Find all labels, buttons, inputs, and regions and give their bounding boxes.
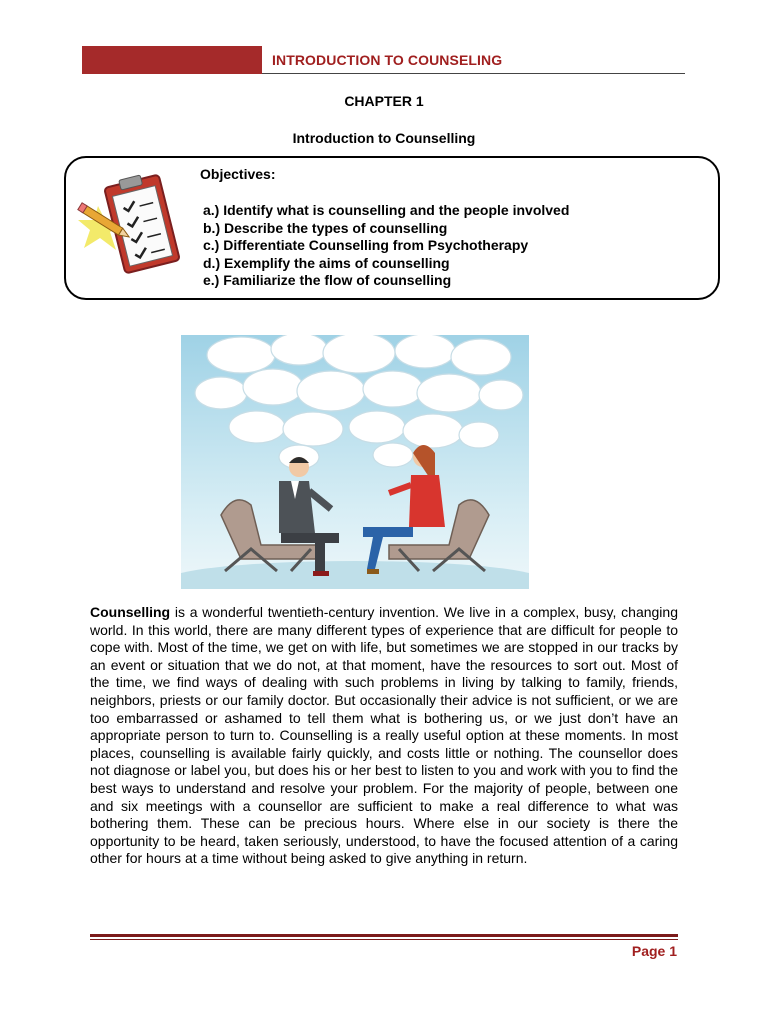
body-paragraph: [90, 604, 678, 868]
header-bar: [82, 46, 262, 74]
objective-item: b.) Describe the types of counselling: [203, 219, 448, 236]
body-text: is a wonderful twentieth-century invention. We live in a complex, busy, changing world. In this world, there are many different types of experience that are difficult for people to cope with. Most of the time, we get on with life, but sometimes we are stopped in our tracks by an event or situation that we do not, at that moment, have the resources to sort out. Most of the time, we find ways of dealing with such problems in living by talking to family, friends, neighbors, priests or our family doctor. But occasionally their advice is not sufficient, or we are too embarrassed or ashamed to tell them what is bothering us, or we just don’t have an appropriate person to turn to. Counselling is a really useful option at these moments. In most places, counselling is available fairly quickly, and costs little or nothing. The counsellor does not diagnose or label you, but does his or her best to listen to you and work with you to find the best ways to understand and resolve your problem. For the majority of people, between one and six meetings with a counsellor are sufficient to make a real difference to what was bothering them. These can be precious hours. Where else in our society is there the opportunity to be heard, taken seriously, understood, to have the focused attention of a caring other for hours at a time without being asked to give anything in return.: [90, 604, 678, 867]
objective-item: c.) Differentiate Counselling from Psychotherapy: [203, 237, 529, 254]
header-rule: [262, 73, 685, 74]
header-title: INTRODUCTION TO COUNSELING: [272, 52, 503, 68]
body-lead-term: Counselling: [90, 604, 171, 620]
counselling-session-illustration: [181, 335, 529, 589]
objective-item: e.) Familiarize the flow of counselling: [203, 272, 452, 289]
objectives-heading: Objectives:: [200, 166, 276, 182]
footer-rule: [90, 934, 678, 937]
objective-item: a.) Identify what is counselling and the people involved: [203, 202, 570, 218]
objectives-list: [203, 202, 569, 290]
objective-item: d.) Exemplify the aims of counselling: [203, 254, 450, 271]
page-number: Page 1: [631, 943, 677, 959]
clipboard-checklist-icon: [76, 170, 180, 276]
chapter-subtitle: Introduction to Counselling: [292, 130, 476, 146]
footer-rule-thin: [90, 939, 678, 940]
chapter-heading: CHAPTER 1: [344, 93, 424, 109]
